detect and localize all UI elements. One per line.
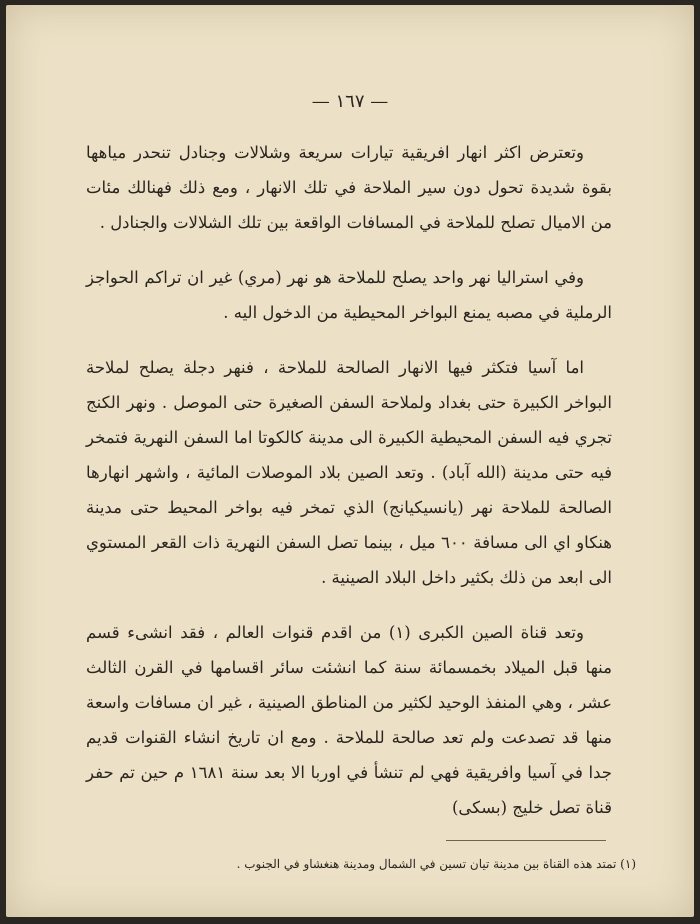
paragraph-australia-rivers: وفي استراليا نهر واحد يصلح للملاحة هو نهر (مري) غير ان تراكم الحواجز الرملية في مصبه يمنع البواخر المحيطية من الدخول اليه . xyxy=(86,268,612,322)
paragraph-asia-rivers: اما آسيا فتكثر فيها الانهار الصالحة للملاحة ، فنهر دجلة يصلح لملاحة البواخر الكبيرة حتى بغداد ولملاحة السفن الصغيرة حتى الموصل . ونهر الكنج تجري فيه السفن المحيطية الكبيرة الى مدينة كالكوتا اما السفن النهرية فتمخر فيه حتى مدينة (الله آباد) . وتعد الصين بلاد الموصلات المائية ، واشهر انهارها الصالحة للملاحة نهر (يانسيكيانج) الذي تمخر فيه بواخر المحيط حتى مدينة هنكاو اي الى مسافة ٦٠٠ ميل ، بينما تصل السفن النهرية ذات القعر المستوي الى ابعد من ذلك بكثير داخل البلاد الصينية . xyxy=(86,358,613,587)
paragraph-africa-rivers: وتعترض اكثر انهار افريقية تيارات سريعة وشلالات وجنادل تنحدر مياهها بقوة شديدة تحول دون سير الملاحة في تلك الانهار ، ومع ذلك فهنالك مئات من الاميال تصلح للملاحة في المسافات الواقعة بين تلك الشلالات والجنادل . xyxy=(86,143,612,232)
footnote: (١) تمتد هذه القناة بين مدينة تيان تسين في الشمال ومدينة هنغشاو في الجنوب . xyxy=(236,857,636,871)
footnote-divider xyxy=(446,840,606,841)
page-body xyxy=(86,135,612,845)
page-number: — ١٦٧ — xyxy=(311,91,389,112)
paragraph-china-canal: وتعد قناة الصين الكبرى (١) من اقدم قنوات العالم ، فقد انشىء قسم منها قبل الميلاد بخمسمائة سنة كما انشئت سائر اقسامها في القرن الثالث عشر ، وهي المنفذ الوحيد لكثير من المناطق الصينية ، غير ان مسافات واسعة منها قد تصدعت ولم تعد صالحة للملاحة . ومع ان تاريخ انشاء القنوات قديم جدا في آسيا وافريقية فهي لم تنشأ في اوربا الا بعد سنة ١٦٨١ م حين تم حفر قناة تصل خليج (بسكى) xyxy=(86,623,612,817)
book-page xyxy=(6,5,694,917)
